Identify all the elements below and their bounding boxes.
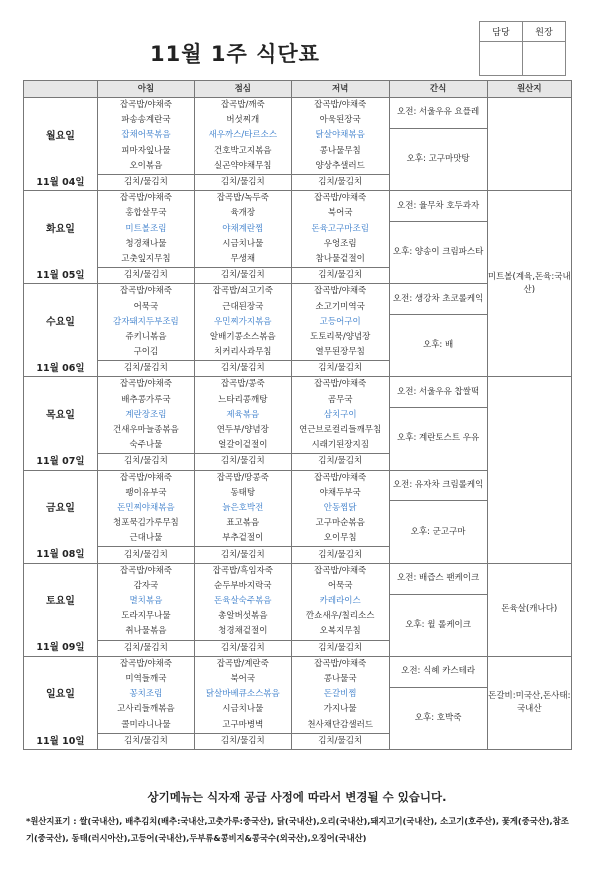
dinner-item: 양상추샐러드 (291, 159, 389, 175)
lunch-item: 잡곡밥/콩죽 (194, 377, 291, 393)
snack-afternoon: 오후: 계란토스트 우유 (389, 408, 487, 470)
day-date: 11월 10일 (24, 733, 98, 749)
dinner-item: 소고기미역국 (291, 299, 389, 314)
kimchi-item: 김치/물김치 (194, 733, 291, 749)
kimchi-item: 김치/물김치 (291, 547, 389, 563)
breakfast-item: 오이볶음 (97, 159, 194, 175)
kimchi-item: 김치/물김치 (97, 454, 194, 470)
page-title: 11월 1주 식단표 (150, 42, 320, 66)
approval-label-director: 원장 (523, 22, 566, 42)
snack-afternoon: 오후: 양송이 크림파스타 (389, 222, 487, 284)
origin-info (487, 377, 571, 563)
lunch-item: 알배기콩소스볶음 (194, 330, 291, 345)
header-lunch: 점심 (194, 81, 291, 98)
approval-sign-director[interactable] (523, 42, 566, 76)
day-name: 목요일 (24, 377, 98, 454)
dinner-item: 잡곡밥/야채죽 (291, 191, 389, 207)
breakfast-item: 구이김 (97, 345, 194, 361)
breakfast-item: 청포묵김가루무침 (97, 516, 194, 531)
dinner-item: 열무된장무침 (291, 345, 389, 361)
day-date: 11월 09일 (24, 640, 98, 656)
breakfast-item: 파송송계란국 (97, 113, 194, 128)
dinner-item: 콩나물국 (291, 672, 389, 687)
dinner-item: 안동찜닭 (291, 501, 389, 516)
breakfast-item: 잡곡밥/야채죽 (97, 656, 194, 672)
breakfast-item: 꽁치조림 (97, 687, 194, 702)
lunch-item: 육개장 (194, 206, 291, 221)
lunch-item: 늙은호박전 (194, 501, 291, 516)
lunch-item: 순두부바지락국 (194, 579, 291, 594)
lunch-item: 치커리사과무침 (194, 345, 291, 361)
breakfast-item: 배추콩가루국 (97, 393, 194, 408)
lunch-item: 잡곡밥/깨죽 (194, 98, 291, 114)
day-name: 화요일 (24, 191, 98, 268)
breakfast-item: 고춧잎지무침 (97, 252, 194, 268)
lunch-item: 근대된장국 (194, 299, 291, 314)
dinner-item: 어묵국 (291, 579, 389, 594)
lunch-item: 새우까스/타르소스 (194, 128, 291, 143)
menu-row (24, 98, 572, 114)
snack-morning: 오전: 유자차 크림롤케익 (389, 470, 487, 501)
dinner-item: 돈갈비찜 (291, 687, 389, 702)
kimchi-item: 김치/물김치 (194, 174, 291, 190)
kimchi-item: 김치/물김치 (194, 268, 291, 284)
lunch-item: 우민찌가지볶음 (194, 315, 291, 330)
lunch-item: 잡곡밥/흑임자죽 (194, 563, 291, 579)
dinner-item: 고등어구이 (291, 315, 389, 330)
kimchi-item: 김치/물김치 (194, 361, 291, 377)
dinner-item: 참나물겉절이 (291, 252, 389, 268)
snack-morning: 오전: 생강차 초코롤케익 (389, 284, 487, 315)
lunch-item: 건호박고지볶음 (194, 144, 291, 159)
lunch-item: 제육볶음 (194, 408, 291, 423)
lunch-item: 북어국 (194, 672, 291, 687)
breakfast-item: 팽이유부국 (97, 486, 194, 501)
snack-morning: 오전: 율무차 호두과자 (389, 191, 487, 222)
dinner-item: 잡곡밥/야채죽 (291, 470, 389, 486)
dinner-item: 잡곡밥/야채죽 (291, 563, 389, 579)
lunch-item: 닭살바베큐소스볶음 (194, 687, 291, 702)
header-breakfast: 아침 (97, 81, 194, 98)
day-name: 월요일 (24, 98, 98, 175)
kimchi-item: 김치/물김치 (291, 733, 389, 749)
kimchi-item: 김치/물김치 (291, 640, 389, 656)
breakfast-item: 감자국 (97, 579, 194, 594)
dinner-item: 시래기된장지짐 (291, 438, 389, 454)
breakfast-item: 잡곡밥/야채죽 (97, 191, 194, 207)
dinner-item: 잡곡밥/야채죽 (291, 377, 389, 393)
day-name: 수요일 (24, 284, 98, 361)
weekly-menu-table (23, 80, 572, 750)
breakfast-item: 어묵국 (97, 299, 194, 314)
lunch-item: 잡곡밥/계란죽 (194, 656, 291, 672)
breakfast-item: 잡곡밥/야채죽 (97, 563, 194, 579)
dinner-item: 야채두부국 (291, 486, 389, 501)
header-origin: 원산지 (487, 81, 571, 98)
origin-legend: *원산지표기 : 쌀(국내산), 배추김치(배추:국내산,고춧가루:중국산), 닭(국내산),오리(국내산),돼지고기(국내산), 소고기(호주산), 꽃게(중국산),참조기(중국산), 동태(러시아산),고등어(국내산),두부류&콩비지&콩국수(외국산),오징어(국내산) (26, 816, 569, 843)
kimchi-item: 김치/물김치 (97, 733, 194, 749)
lunch-item: 버섯찌개 (194, 113, 291, 128)
lunch-item: 실곤약야채무침 (194, 159, 291, 175)
dinner-item: 깐쇼새우/칠리소스 (291, 609, 389, 624)
lunch-item: 얼갈이겉절이 (194, 438, 291, 454)
kimchi-item: 김치/물김치 (97, 174, 194, 190)
breakfast-item: 취나물볶음 (97, 624, 194, 640)
dinner-item: 돈육고구마조림 (291, 222, 389, 237)
approval-box (479, 21, 566, 76)
dinner-item: 잡곡밥/야채죽 (291, 656, 389, 672)
dinner-item: 천사채단감샐러드 (291, 718, 389, 734)
lunch-item: 연두부/양념장 (194, 423, 291, 438)
day-date: 11월 05일 (24, 268, 98, 284)
kimchi-item: 김치/물김치 (194, 547, 291, 563)
menu-row (24, 563, 572, 579)
day-date: 11월 07일 (24, 454, 98, 470)
notice-text: 상기메뉴는 식자재 공급 사정에 따라서 변경될 수 있습니다. (147, 790, 447, 804)
kimchi-item: 김치/물김치 (97, 268, 194, 284)
dinner-item: 닭살야채볶음 (291, 128, 389, 143)
approval-sign-manager[interactable] (480, 42, 523, 76)
lunch-item: 동태탕 (194, 486, 291, 501)
dinner-item: 삼치구이 (291, 408, 389, 423)
breakfast-item: 피마자잎나물 (97, 144, 194, 159)
dinner-item: 곰무국 (291, 393, 389, 408)
breakfast-item: 도라지무나물 (97, 609, 194, 624)
day-name: 일요일 (24, 656, 98, 733)
day-name: 금요일 (24, 470, 98, 547)
lunch-item: 잡곡밥/녹두죽 (194, 191, 291, 207)
breakfast-item: 감자돼지두부조림 (97, 315, 194, 330)
dinner-item: 고구마순볶음 (291, 516, 389, 531)
snack-afternoon: 오후: 고구마맛탕 (389, 128, 487, 190)
lunch-item: 무생채 (194, 252, 291, 268)
breakfast-item: 계란장조림 (97, 408, 194, 423)
breakfast-item: 근대나물 (97, 531, 194, 547)
snack-morning: 오전: 식혜 카스테라 (389, 656, 487, 687)
kimchi-item: 김치/물김치 (194, 640, 291, 656)
dinner-item: 콩나물무침 (291, 144, 389, 159)
origin-info: 미트볼(계육,돈육:국내산) (487, 191, 571, 377)
kimchi-item: 김치/물김치 (97, 361, 194, 377)
origin-info: 돈육살(캐나다) (487, 563, 571, 656)
snack-morning: 오전: 배즙스 팬케이크 (389, 563, 487, 594)
dinner-item: 도토리묵/양념장 (291, 330, 389, 345)
lunch-item: 부추겉절이 (194, 531, 291, 547)
breakfast-item: 미트볼조림 (97, 222, 194, 237)
lunch-item: 표고볶음 (194, 516, 291, 531)
breakfast-item: 홍합살무국 (97, 206, 194, 221)
breakfast-item: 잡채어묵볶음 (97, 128, 194, 143)
lunch-item: 시금치나물 (194, 702, 291, 717)
breakfast-item: 돈민찌야채볶음 (97, 501, 194, 516)
snack-afternoon: 오후: 배 (389, 315, 487, 377)
dinner-item: 북어국 (291, 206, 389, 221)
day-name: 토요일 (24, 563, 98, 640)
breakfast-item: 콜미라니나물 (97, 718, 194, 734)
dinner-item: 카레라이스 (291, 594, 389, 609)
header-snack: 간식 (389, 81, 487, 98)
kimchi-item: 김치/물김치 (291, 174, 389, 190)
header-dinner: 저녁 (291, 81, 389, 98)
kimchi-item: 김치/물김치 (291, 454, 389, 470)
breakfast-item: 고사리들깨볶음 (97, 702, 194, 717)
day-date: 11월 08일 (24, 547, 98, 563)
lunch-item: 야채계란찜 (194, 222, 291, 237)
lunch-item: 느타리콩깨탕 (194, 393, 291, 408)
breakfast-item: 잡곡밥/야채죽 (97, 98, 194, 114)
breakfast-item: 잡곡밥/야채죽 (97, 284, 194, 300)
dinner-item: 잡곡밥/야채죽 (291, 98, 389, 114)
kimchi-item: 김치/물김치 (291, 361, 389, 377)
breakfast-item: 미역들깨국 (97, 672, 194, 687)
origin-info (487, 98, 571, 191)
dinner-item: 잡곡밥/야채죽 (291, 284, 389, 300)
approval-label-manager: 담당 (480, 22, 523, 42)
kimchi-item: 김치/물김치 (97, 547, 194, 563)
snack-afternoon: 오후: 윌 롤케이크 (389, 594, 487, 656)
menu-row (24, 191, 572, 207)
kimchi-item: 김치/물김치 (194, 454, 291, 470)
kimchi-item: 김치/물김치 (291, 268, 389, 284)
lunch-item: 총알버섯볶음 (194, 609, 291, 624)
dinner-item: 우엉조림 (291, 237, 389, 252)
dinner-item: 오복지무침 (291, 624, 389, 640)
header-empty (24, 81, 98, 98)
breakfast-item: 쥬키니볶음 (97, 330, 194, 345)
dinner-item: 가지나물 (291, 702, 389, 717)
kimchi-item: 김치/물김치 (97, 640, 194, 656)
dinner-item: 연근브로컬리들깨무침 (291, 423, 389, 438)
breakfast-item: 청경채나물 (97, 237, 194, 252)
lunch-item: 시금치나물 (194, 237, 291, 252)
lunch-item: 돈육살숙주볶음 (194, 594, 291, 609)
lunch-item: 잡곡밥/땅콩죽 (194, 470, 291, 486)
menu-row (24, 656, 572, 672)
day-date: 11월 04일 (24, 174, 98, 190)
snack-morning: 오전: 서울우유 요플레 (389, 98, 487, 129)
breakfast-item: 잡곡밥/야채죽 (97, 377, 194, 393)
lunch-item: 고구마병벽 (194, 718, 291, 734)
breakfast-item: 잡곡밥/야채죽 (97, 470, 194, 486)
breakfast-item: 멸치볶음 (97, 594, 194, 609)
breakfast-item: 숙주나물 (97, 438, 194, 454)
dinner-item: 오이무침 (291, 531, 389, 547)
breakfast-item: 건새우마늘종볶음 (97, 423, 194, 438)
menu-row (24, 377, 572, 393)
lunch-item: 청경채겉절이 (194, 624, 291, 640)
lunch-item: 잡곡밥/쇠고기죽 (194, 284, 291, 300)
snack-afternoon: 오후: 호박죽 (389, 687, 487, 749)
day-date: 11월 06일 (24, 361, 98, 377)
dinner-item: 아욱된장국 (291, 113, 389, 128)
snack-afternoon: 오후: 군고구마 (389, 501, 487, 563)
origin-info: 돈갈비:미국산,돈사태:국내산 (487, 656, 571, 749)
snack-morning: 오전: 서울우유 찹쌀떡 (389, 377, 487, 408)
